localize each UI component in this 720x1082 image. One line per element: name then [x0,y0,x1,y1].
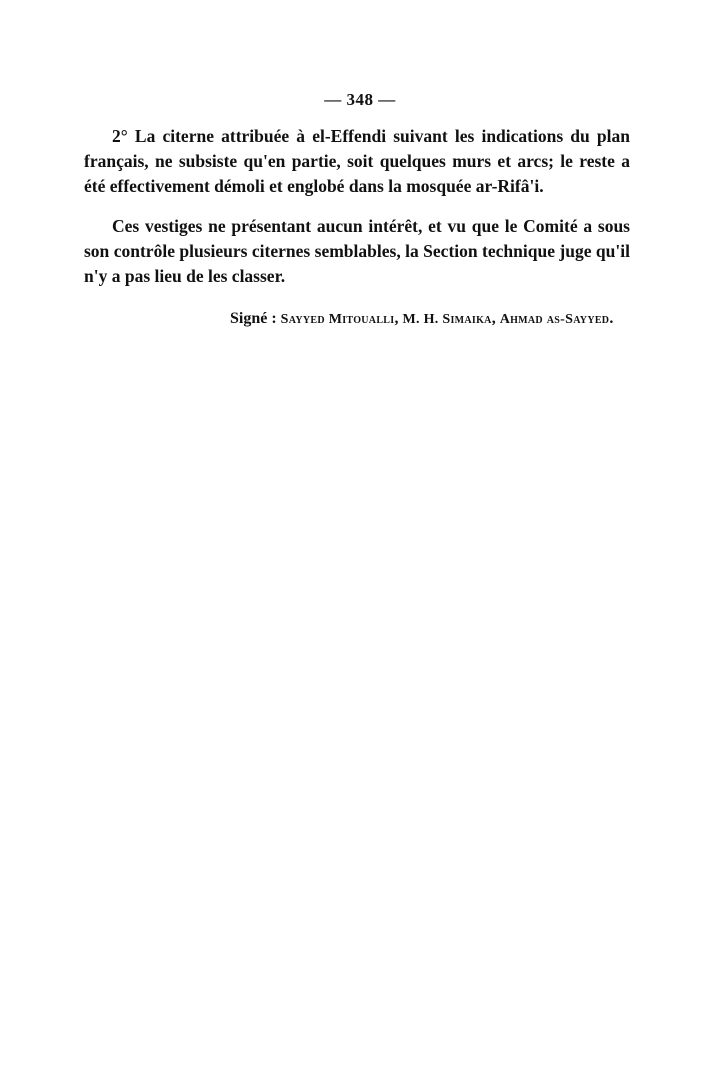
paragraph-cistern-description [84,124,630,199]
signature-end: . [609,310,614,327]
paragraph-text: 2° La citerne attribuée à el-Effendi suivant les indications du plan français, ne subsiste qu'en partie, soit quelques murs et arcs; le reste a été effectivement démoli et englobé dans la mosquée ar-Rifâ'i. [84,126,630,196]
paragraph-text: Ces vestiges ne présentant aucun intérêt, et vu que le Comité a sous son contrôle plusieurs citernes semblables, la Section technique juge qu'il n'y a pas lieu de les classer. [84,216,630,286]
signature-separator: , [491,310,500,327]
signature-line [230,310,613,328]
signatory-name: Ahmad as-Sayyed [499,312,610,327]
page-number: — 348 — [324,90,396,109]
signature-separator: , [394,310,403,327]
signature-prefix: Signé : [230,310,281,327]
signatory-name: Sayyed Mitoualli [280,312,395,327]
signatory-name: M. H. Simaika [402,312,492,327]
paragraph-section-decision [84,214,630,289]
